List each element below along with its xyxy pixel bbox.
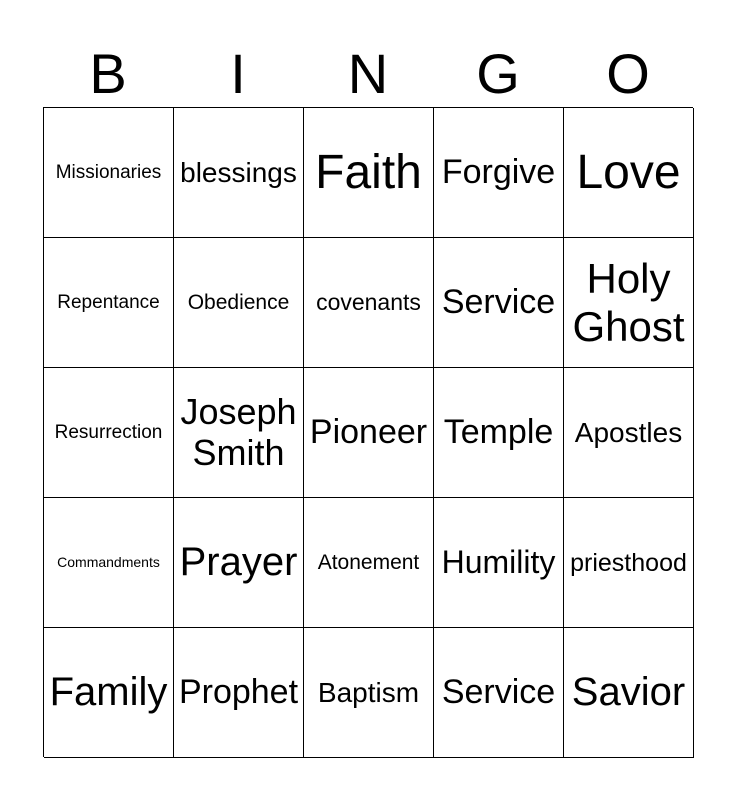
bingo-cell [44,368,174,498]
bingo-cell [434,628,564,758]
bingo-cell [174,108,304,238]
header-letter-g: G [476,42,520,105]
cell-label: covenants [316,288,421,315]
bingo-cell [174,238,304,368]
header-letter-n: N [347,42,389,105]
bingo-cell [44,498,174,628]
cell-label: Missionaries [55,161,162,183]
header-letter-i: I [230,42,246,105]
bingo-cell [434,238,564,368]
cell-label: Joseph Smith [180,391,297,473]
cell-label: Faith [315,145,422,199]
cell-label: Service [441,673,556,712]
bingo-cell [434,368,564,498]
bingo-cell [174,368,304,498]
cell-label: Commandments [57,553,160,570]
bingo-cell [564,368,694,498]
cell-label: Holy Ghost [572,255,685,350]
cell-label: Prophet [178,673,299,712]
bingo-cell [434,108,564,238]
header-letter-o: O [606,42,650,105]
bingo-cell [304,238,434,368]
cell-label: Prayer [179,540,298,585]
bingo-cell [304,108,434,238]
cell-label: priesthood [570,548,687,577]
bingo-header [43,40,693,108]
bingo-cell [44,108,174,238]
bingo-cell [304,498,434,628]
cell-label: Love [576,145,681,199]
bingo-board [43,107,693,757]
bingo-cell [564,498,694,628]
bingo-cell [44,238,174,368]
cell-label: Atonement [317,550,420,574]
cell-label: Resurrection [54,421,163,443]
cell-label: blessings [180,156,297,188]
cell-label: Family [49,670,168,715]
cell-label: Pioneer [309,413,428,452]
bingo-cell [564,108,694,238]
cell-label: Humility [441,543,556,580]
cell-label: Forgive [441,153,556,192]
cell-label: Baptism [317,676,420,708]
cell-label: Repentance [57,291,160,313]
bingo-cell [304,368,434,498]
bingo-cell [434,498,564,628]
bingo-cell [564,238,694,368]
bingo-cell [174,498,304,628]
bingo-cell [174,628,304,758]
bingo-cell [304,628,434,758]
cell-label: Apostles [574,416,683,448]
header-letter-b: B [89,42,127,105]
cell-label: Savior [571,670,686,715]
bingo-cell [44,628,174,758]
bingo-cell [564,628,694,758]
cell-label: Temple [443,413,554,452]
cell-label: Service [441,283,556,322]
cell-label: Obedience [187,290,290,314]
